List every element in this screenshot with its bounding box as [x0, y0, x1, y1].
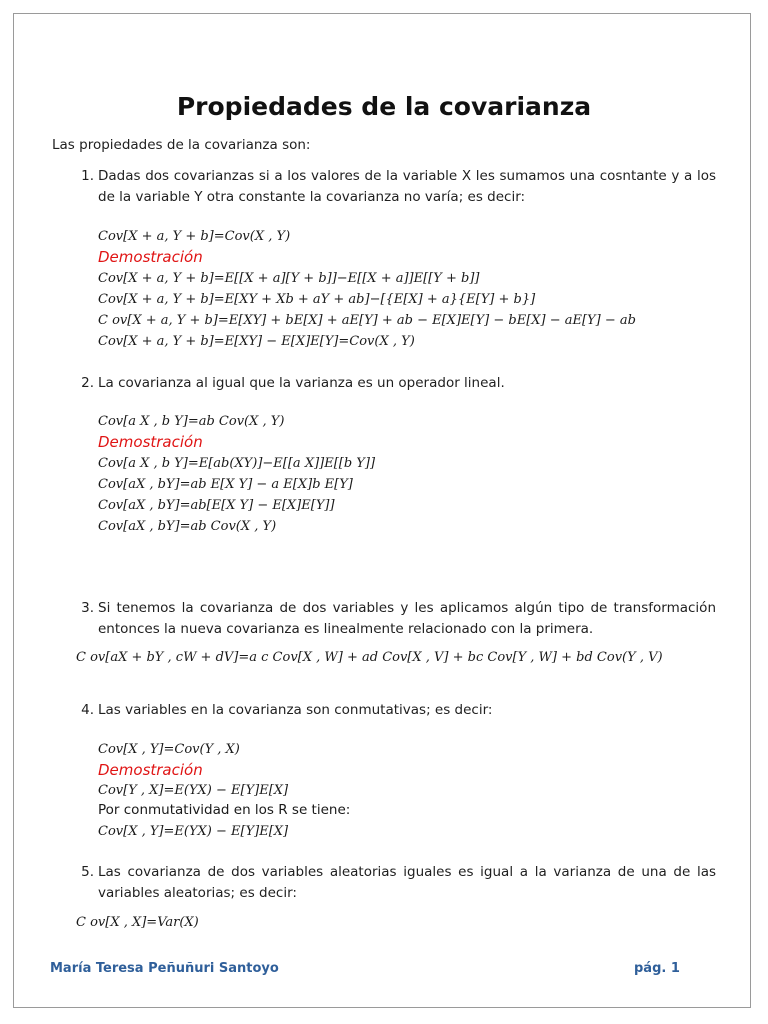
- item-4-proof-line: Cov[Y , X]=E(YX) − E[Y]E[X]: [98, 783, 289, 798]
- footer-author: María Teresa Peñuñuri Santoyo: [50, 961, 279, 976]
- item-2-text: La covarianza al igual que la varianza es un operador lineal.: [98, 375, 505, 391]
- item-1-proof-line: C ov[X + a, Y + b]=E[XY] + bE[X] + aE[Y] + ab − E[X]E[Y] − bE[X] − aE[Y] − ab: [98, 313, 636, 328]
- item-2-proof-line: Cov[aX , bY]=ab[E[X Y] − E[X]E[Y]]: [98, 498, 335, 513]
- item-4-statement: Cov[X , Y]=Cov(Y , X): [98, 742, 240, 757]
- item-1-statement: Cov[X + a, Y + b]=Cov(X , Y): [98, 229, 291, 244]
- item-4-demo-label: Demostración: [98, 761, 203, 779]
- item-2-proof-line: Cov[aX , bY]=ab Cov(X , Y): [98, 519, 277, 534]
- item-2-proof-line: Cov[aX , bY]=ab E[X Y] − a E[X]b E[Y]: [98, 477, 353, 492]
- item-2-demo-label: Demostración: [98, 433, 203, 451]
- item-5-number: 5.: [81, 864, 94, 880]
- item-2-number: 2.: [81, 375, 94, 391]
- page-title: Propiedades de la covarianza: [176, 92, 592, 121]
- item-1-proof-line: Cov[X + a, Y + b]=E[XY] − E[X]E[Y]=Cov(X , Y): [98, 334, 415, 349]
- item-1-text: Dadas dos covarianzas si a los valores de la variable X les sumamos una cosntante y a los de la variable Y otra constante la covarianza no varía; es decir:: [98, 168, 716, 205]
- item-5-statement: C ov[X , X]=Var(X): [76, 915, 199, 930]
- item-5-text: Las covarianza de dos variables aleatorias iguales es igual a la varianza de una de las variables aleatorias; es decir:: [98, 864, 716, 901]
- item-3-number: 3.: [81, 600, 94, 616]
- item-1-proof-line: Cov[X + a, Y + b]=E[XY + Xb + aY + ab]−[{E[X] + a}{E[Y] + b}]: [98, 292, 536, 307]
- footer-page-number: pág. 1: [634, 961, 680, 976]
- item-2-statement: Cov[a X , b Y]=ab Cov(X , Y): [98, 414, 285, 429]
- intro-text: Las propiedades de la covarianza son:: [52, 137, 311, 153]
- item-4-note: Por conmutatividad en los R se tiene:: [98, 802, 351, 818]
- item-1-demo-label: Demostración: [98, 248, 203, 266]
- item-4-proof-line: Cov[X , Y]=E(YX) − E[Y]E[X]: [98, 824, 289, 839]
- item-4-number: 4.: [81, 702, 94, 718]
- item-3-text: Si tenemos la covarianza de dos variables y les aplicamos algún tipo de transformación entonces la nueva covarianza es linealmente relacionado con la primera.: [98, 600, 716, 637]
- item-3-statement: C ov[aX + bY , cW + dV]=a c Cov[X , W] + ad Cov[X , V] + bc Cov[Y , W] + bd Cov(Y , V): [76, 650, 663, 665]
- item-2-proof-line: Cov[a X , b Y]=E[ab(XY)]−E[[a X]]E[[b Y]]: [98, 456, 376, 471]
- item-1-number: 1.: [81, 168, 94, 184]
- item-4-text: Las variables en la covarianza son conmutativas; es decir:: [98, 702, 493, 718]
- item-1-proof-line: Cov[X + a, Y + b]=E[[X + a][Y + b]]−E[[X + a]]E[[Y + b]]: [98, 271, 480, 286]
